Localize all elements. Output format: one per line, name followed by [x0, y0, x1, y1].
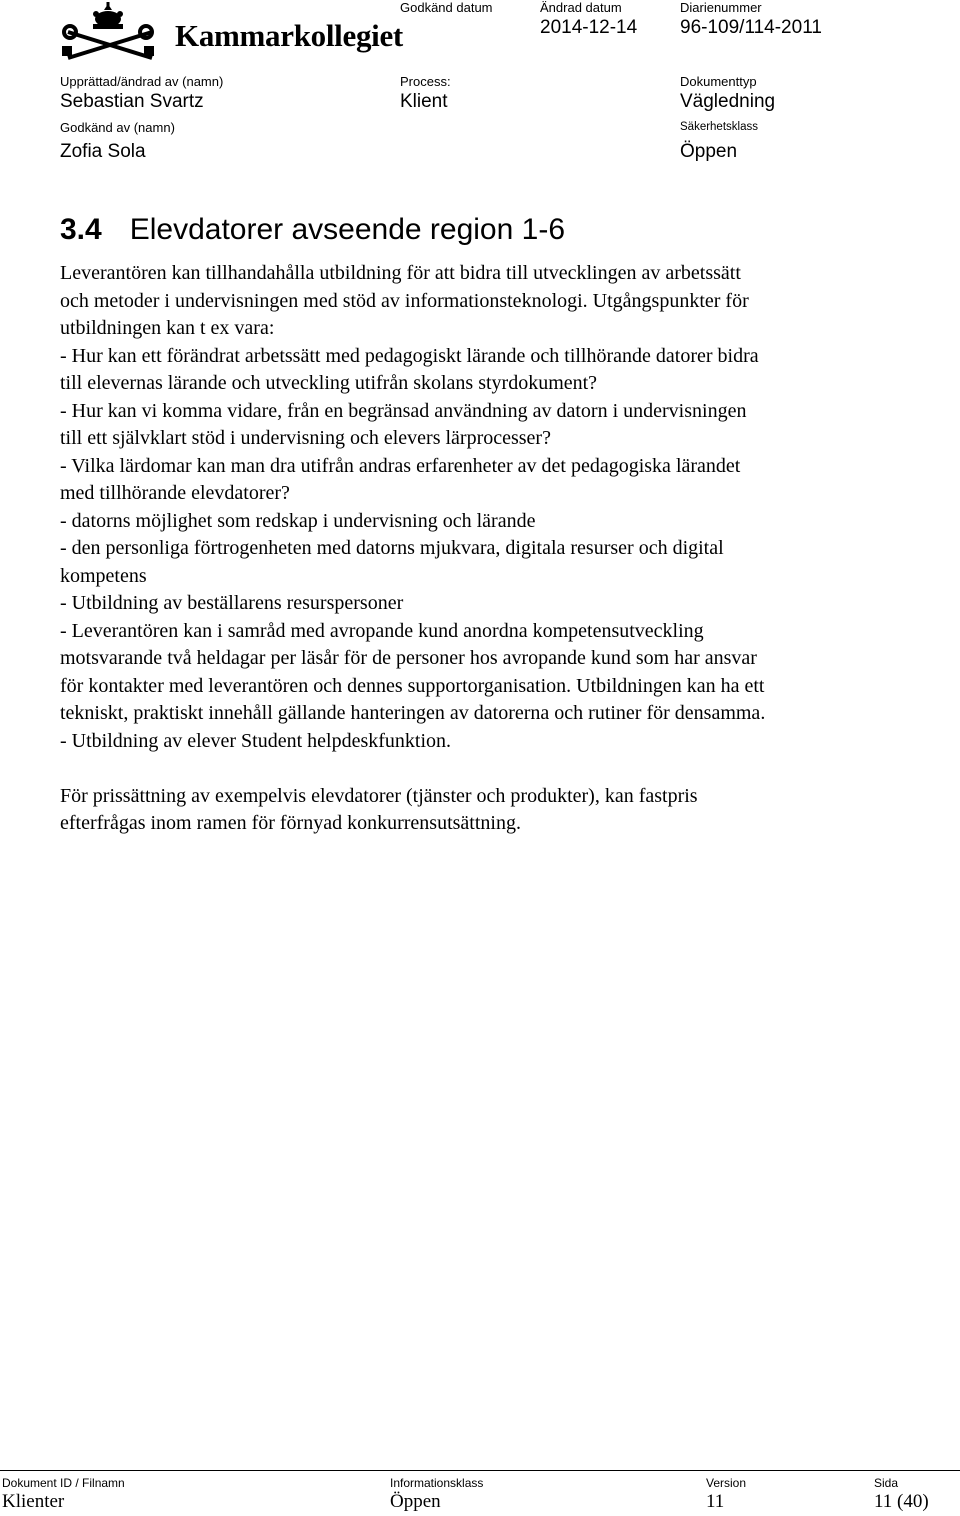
doc-id-label: Dokument ID / Filnamn: [2, 1476, 125, 1490]
changed-date-value: 2014-12-14: [540, 17, 638, 38]
security-value: Öppen: [680, 141, 738, 162]
logo-wordmark: Kammarkollegiet: [175, 18, 403, 53]
body-line: - Leverantören kan i samråd med avropande kund anordna kompetensutveckling: [60, 619, 704, 642]
body-line: - Utbildning av beställarens resurspersoner: [60, 592, 404, 614]
page-value: 11 (40): [874, 1491, 929, 1512]
section-heading: [60, 213, 565, 247]
security-label: Säkerhetsklass: [680, 121, 758, 133]
closing-line: efterfrågas inom ramen för förnyad konkurrensutsättning.: [60, 812, 521, 834]
info-class-value: Öppen: [390, 1491, 441, 1512]
changed-date-label: Ändrad datum: [540, 0, 622, 15]
reg-no-value: 96-109/114-2011: [680, 17, 822, 38]
process-label: Process:: [400, 74, 451, 89]
body-line: Leverantören kan tillhandahålla utbildning för att bidra till utvecklingen av arbetssätt: [60, 262, 741, 284]
reg-no-label: Diarienummer: [680, 0, 762, 15]
body-line: till elevernas lärande och utveckling utifrån skolans styrdokument?: [60, 372, 598, 394]
body-line: motsvarande två heldagar per läsår för de personer hos avropande kund som har ansvar: [60, 647, 757, 669]
version-label: Version: [706, 1476, 747, 1490]
body-line: - den personliga förtrogenheten med datorns mjukvara, digitala resurser och digital: [60, 537, 724, 559]
approved-date-label: Godkänd datum: [400, 0, 493, 15]
crossed-keys-icon: [64, 26, 152, 58]
body-line: med tillhörande elevdatorer?: [60, 482, 290, 504]
body-line: - Hur kan vi komma vidare, från en begränsad användning av datorn i undervisningen: [60, 399, 747, 422]
approved-by-label: Godkänd av (namn): [60, 120, 175, 135]
body-line: - Utbildning av elever Student helpdeskfunktion.: [60, 729, 452, 752]
body-line: - Hur kan ett förändrat arbetssätt med pedagogiskt lärande och tillhörande datorer bidra: [60, 344, 759, 367]
body-line: utbildningen kan t ex vara:: [60, 317, 275, 339]
doctype-label: Dokumenttyp: [680, 74, 757, 89]
closing-line: För prissättning av exempelvis elevdatorer (tjänster och produkter), kan fastpris: [60, 784, 698, 807]
body-line: och metoder i undervisningen med stöd av informationsteknologi. Utgångspunkter för: [60, 289, 749, 312]
created-by-label: Upprättad/ändrad av (namn): [60, 74, 224, 89]
body-text: [60, 260, 920, 838]
page-label: Sida: [874, 1476, 899, 1490]
body-line: till ett självklart stöd i undervisning och elevers lärprocesser?: [60, 427, 551, 449]
doc-id-value: Klienter: [2, 1491, 65, 1512]
footer-divider: [0, 1470, 960, 1471]
body-line: - datorns möjlighet som redskap i undervisning och lärande: [60, 509, 536, 532]
process-value: Klient: [400, 91, 448, 112]
paragraph-gap: [60, 755, 920, 783]
body-line: för kontakter med leverantören och dennes supportorganisation. Utbildningen kan ha ett: [60, 674, 765, 697]
approved-by-value: Zofia Sola: [60, 141, 146, 162]
section-number: 3.4: [60, 213, 102, 246]
created-by-value: Sebastian Svartz: [60, 91, 204, 112]
body-line: tekniskt, praktiskt innehåll gällande hanteringen av datorerna och rutiner för densamma.: [60, 702, 766, 724]
info-class-label: Informationsklass: [390, 1476, 484, 1490]
version-value: 11: [706, 1491, 725, 1512]
body-line: kompetens: [60, 564, 147, 587]
doctype-value: Vägledning: [680, 91, 776, 112]
section-title: Elevdatorer avseende region 1-6: [129, 213, 565, 246]
crown-icon: [93, 2, 123, 29]
body-line: - Vilka lärdomar kan man dra utifrån andras erfarenheter av det pedagogiska lärandet: [60, 454, 741, 477]
